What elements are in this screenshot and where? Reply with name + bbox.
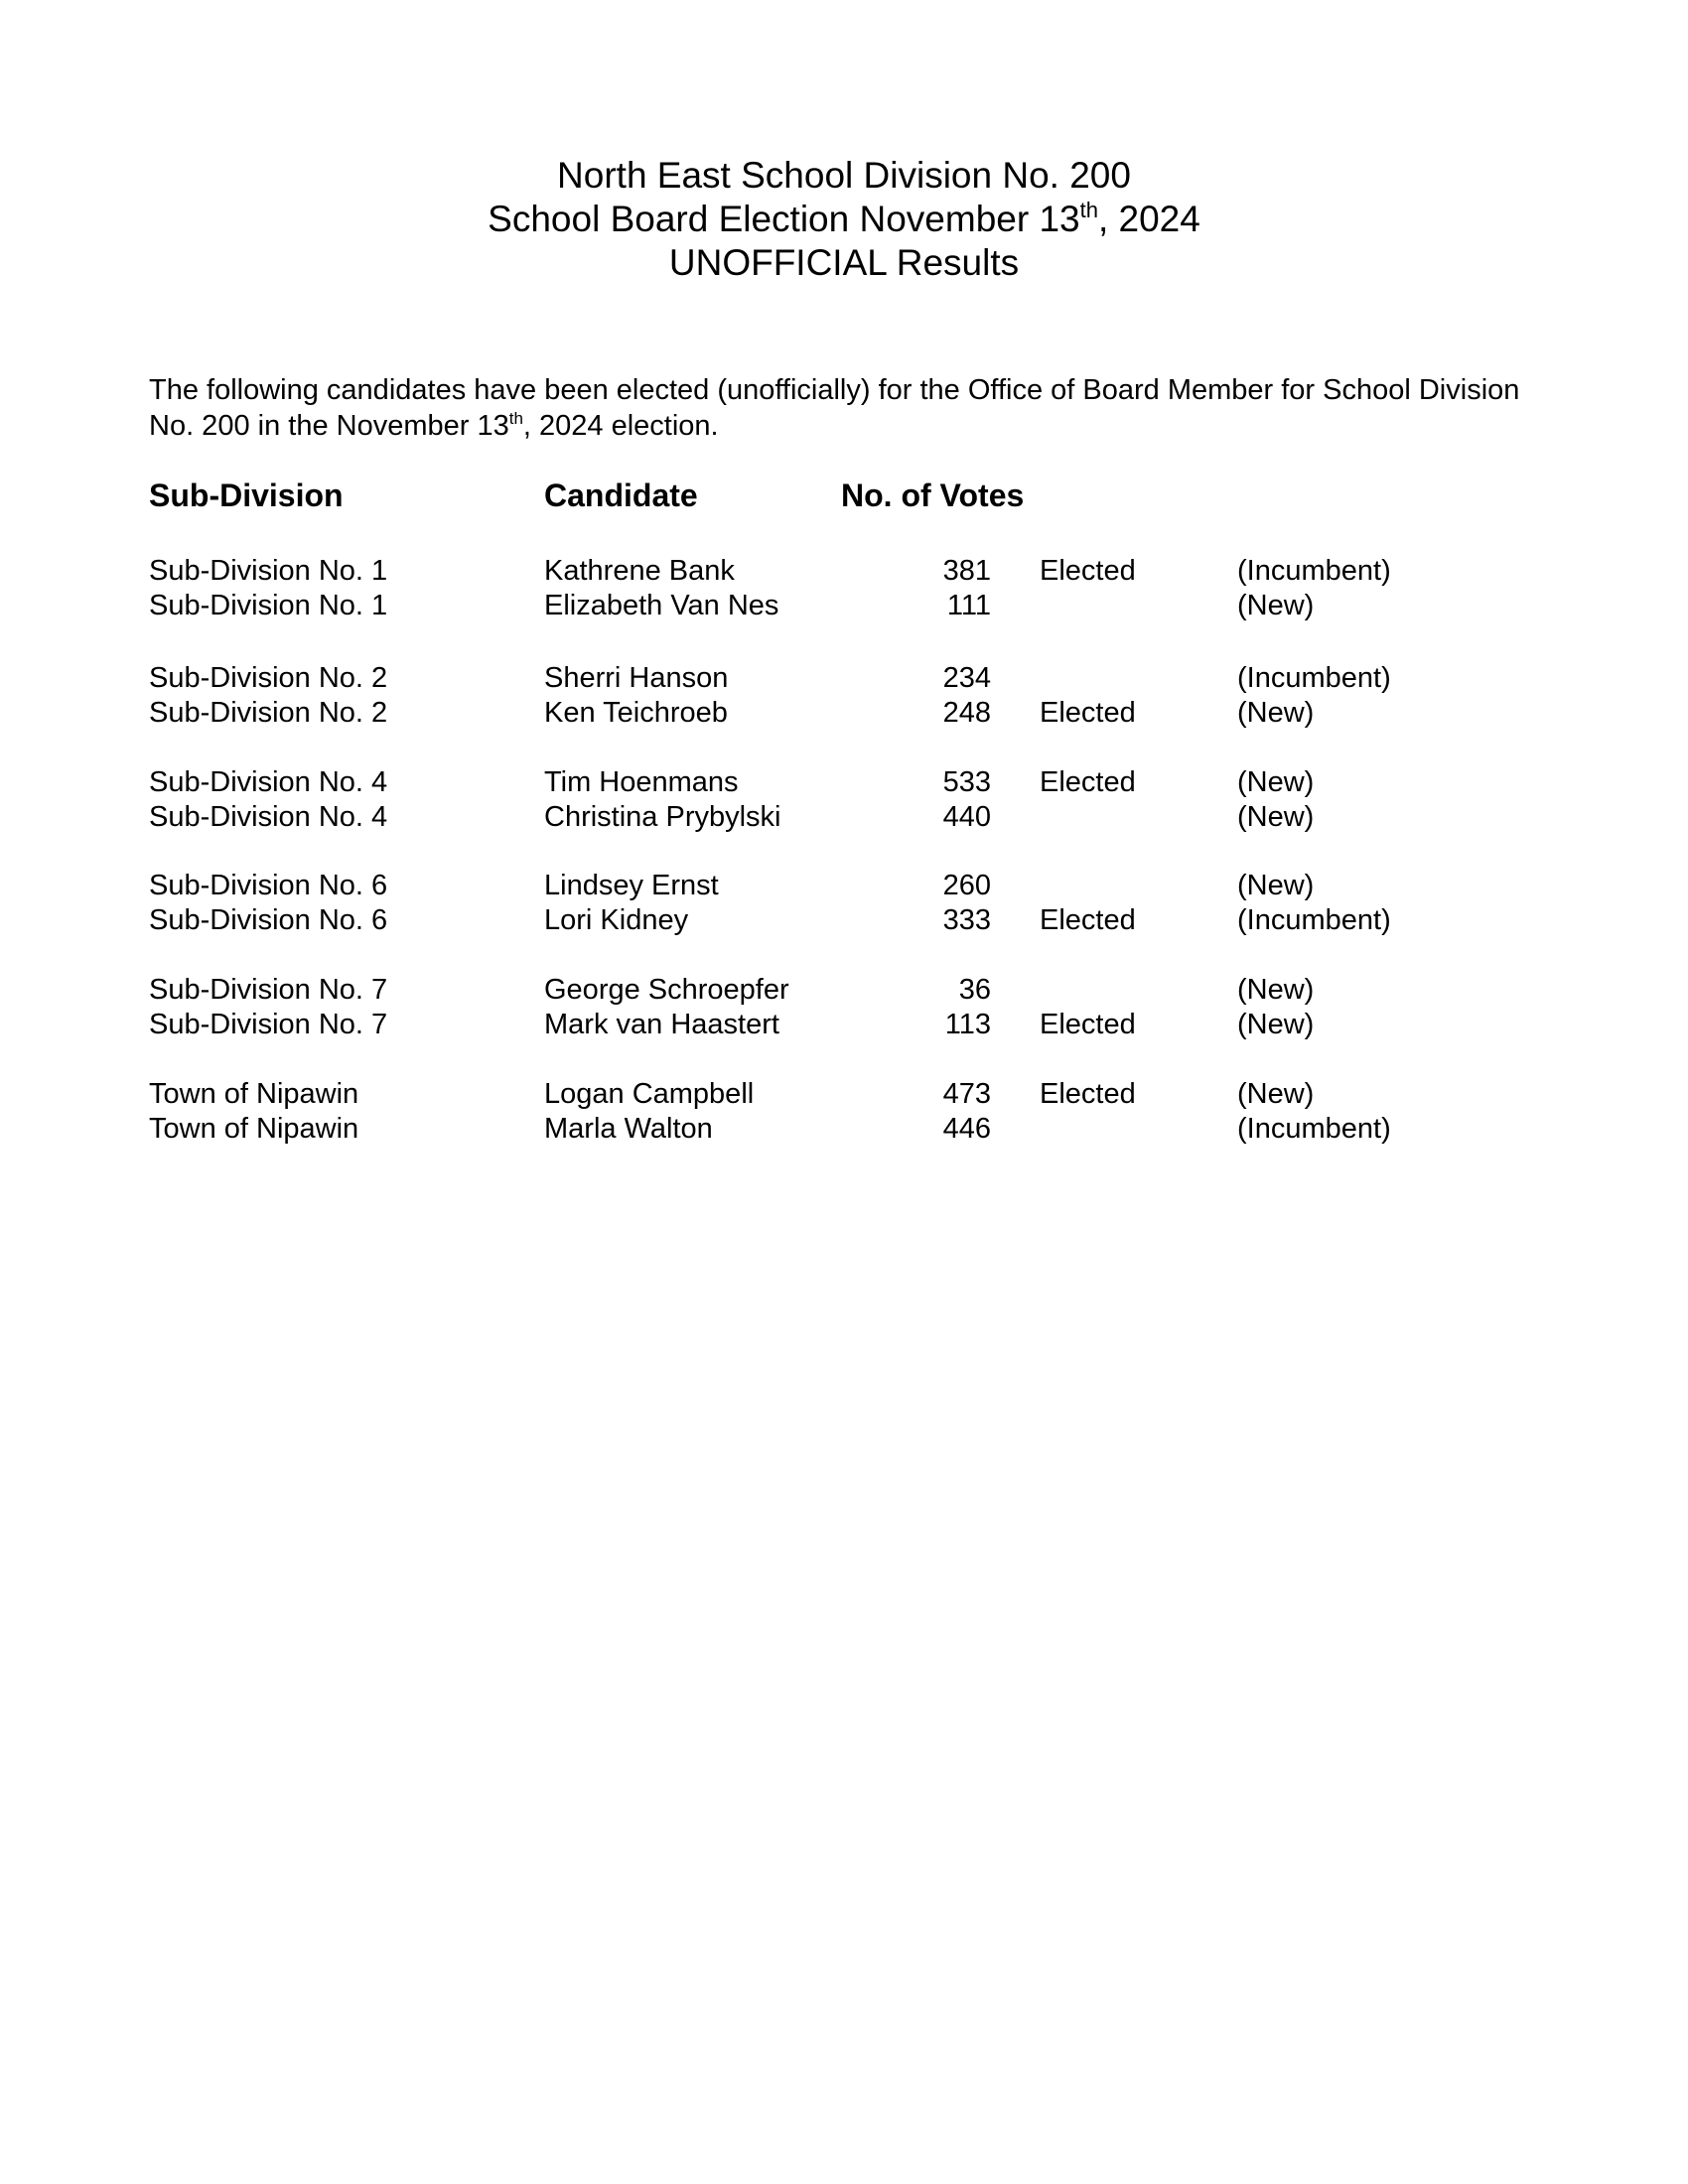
intro-sup: th bbox=[508, 409, 523, 428]
cell-status: (New) bbox=[1237, 697, 1315, 729]
cell-votes: 260 bbox=[942, 870, 991, 901]
table-row bbox=[0, 973, 1688, 1008]
cell-subdivision: Sub-Division No. 2 bbox=[149, 662, 388, 694]
intro-paragraph bbox=[149, 372, 1539, 444]
cell-votes: 111 bbox=[946, 590, 991, 621]
results-group-subdivision-1 bbox=[0, 554, 1688, 623]
cell-candidate: Mark van Haastert bbox=[544, 1009, 779, 1040]
cell-candidate: Sherri Hanson bbox=[544, 662, 729, 694]
table-row bbox=[0, 554, 1688, 589]
cell-status: (Incumbent) bbox=[1237, 555, 1391, 587]
heading-line-1: North East School Division No. 200 bbox=[557, 155, 1131, 196]
cell-status: (New) bbox=[1237, 870, 1315, 901]
cell-elected: Elected bbox=[1040, 1078, 1136, 1110]
results-table-header bbox=[0, 478, 1688, 517]
cell-candidate: George Schroepfer bbox=[544, 974, 789, 1006]
results-group-town-of-nipawin bbox=[0, 1077, 1688, 1147]
cell-subdivision: Sub-Division No. 4 bbox=[149, 766, 388, 798]
intro-text: The following candidates have been elected (unofficially) for the Office of Board Member for School Division No. 200 in the November 13 bbox=[149, 374, 1520, 442]
cell-votes: 234 bbox=[942, 662, 991, 694]
cell-candidate: Christina Prybylski bbox=[544, 801, 781, 833]
header-votes: No. of Votes bbox=[841, 478, 1025, 513]
cell-status: (New) bbox=[1237, 1009, 1315, 1040]
table-row bbox=[0, 589, 1688, 623]
cell-candidate: Tim Hoenmans bbox=[544, 766, 739, 798]
cell-elected: Elected bbox=[1040, 1009, 1136, 1040]
cell-candidate: Ken Teichroeb bbox=[544, 697, 728, 729]
cell-status: (Incumbent) bbox=[1237, 1113, 1391, 1145]
table-row bbox=[0, 869, 1688, 903]
cell-subdivision: Sub-Division No. 6 bbox=[149, 904, 388, 936]
cell-votes: 113 bbox=[944, 1009, 991, 1040]
document-heading bbox=[0, 154, 1688, 285]
results-group-subdivision-4 bbox=[0, 765, 1688, 835]
cell-subdivision: Sub-Division No. 7 bbox=[149, 974, 388, 1006]
header-candidate: Candidate bbox=[544, 478, 698, 513]
heading-line-2 bbox=[0, 198, 1688, 241]
cell-votes: 473 bbox=[942, 1078, 991, 1110]
table-row bbox=[0, 800, 1688, 835]
results-group-subdivision-7 bbox=[0, 973, 1688, 1042]
cell-votes: 381 bbox=[942, 555, 991, 587]
cell-votes: 36 bbox=[958, 974, 991, 1006]
table-row bbox=[0, 903, 1688, 938]
cell-elected: Elected bbox=[1040, 555, 1136, 587]
results-group-subdivision-6 bbox=[0, 869, 1688, 938]
cell-votes: 248 bbox=[942, 697, 991, 729]
table-row bbox=[0, 1112, 1688, 1147]
cell-votes: 440 bbox=[942, 801, 991, 833]
table-row bbox=[0, 1008, 1688, 1042]
cell-status: (Incumbent) bbox=[1237, 662, 1391, 694]
cell-elected: Elected bbox=[1040, 697, 1136, 729]
heading-line-2-text: School Board Election November 13 bbox=[488, 199, 1080, 239]
table-row bbox=[0, 661, 1688, 696]
cell-candidate: Kathrene Bank bbox=[544, 555, 735, 587]
cell-status: (New) bbox=[1237, 590, 1315, 621]
cell-status: (New) bbox=[1237, 974, 1315, 1006]
header-subdivision: Sub-Division bbox=[149, 478, 344, 513]
cell-candidate: Elizabeth Van Nes bbox=[544, 590, 779, 621]
cell-elected: Elected bbox=[1040, 766, 1136, 798]
table-row bbox=[0, 696, 1688, 731]
results-group-subdivision-2 bbox=[0, 661, 1688, 731]
heading-line-2-year: , 2024 bbox=[1097, 199, 1200, 239]
cell-subdivision: Sub-Division No. 7 bbox=[149, 1009, 388, 1040]
cell-status: (New) bbox=[1237, 766, 1315, 798]
cell-subdivision: Town of Nipawin bbox=[149, 1078, 359, 1110]
cell-elected: Elected bbox=[1040, 904, 1136, 936]
cell-candidate: Lindsey Ernst bbox=[544, 870, 719, 901]
cell-status: (New) bbox=[1237, 1078, 1315, 1110]
heading-line-2-sup: th bbox=[1079, 198, 1098, 222]
cell-subdivision: Sub-Division No. 1 bbox=[149, 555, 388, 587]
cell-subdivision: Sub-Division No. 4 bbox=[149, 801, 388, 833]
table-row bbox=[0, 1077, 1688, 1112]
cell-subdivision: Sub-Division No. 2 bbox=[149, 697, 388, 729]
cell-votes: 446 bbox=[942, 1113, 991, 1145]
cell-subdivision: Sub-Division No. 6 bbox=[149, 870, 388, 901]
cell-status: (New) bbox=[1237, 801, 1315, 833]
intro-text-end: , 2024 election. bbox=[522, 410, 719, 442]
cell-votes: 533 bbox=[942, 766, 991, 798]
heading-line-3: UNOFFICIAL Results bbox=[668, 242, 1020, 283]
table-row bbox=[0, 765, 1688, 800]
cell-subdivision: Town of Nipawin bbox=[149, 1113, 359, 1145]
cell-candidate: Marla Walton bbox=[544, 1113, 713, 1145]
cell-candidate: Lori Kidney bbox=[544, 904, 689, 936]
cell-votes: 333 bbox=[942, 904, 991, 936]
cell-status: (Incumbent) bbox=[1237, 904, 1391, 936]
cell-subdivision: Sub-Division No. 1 bbox=[149, 590, 388, 621]
cell-candidate: Logan Campbell bbox=[544, 1078, 755, 1110]
